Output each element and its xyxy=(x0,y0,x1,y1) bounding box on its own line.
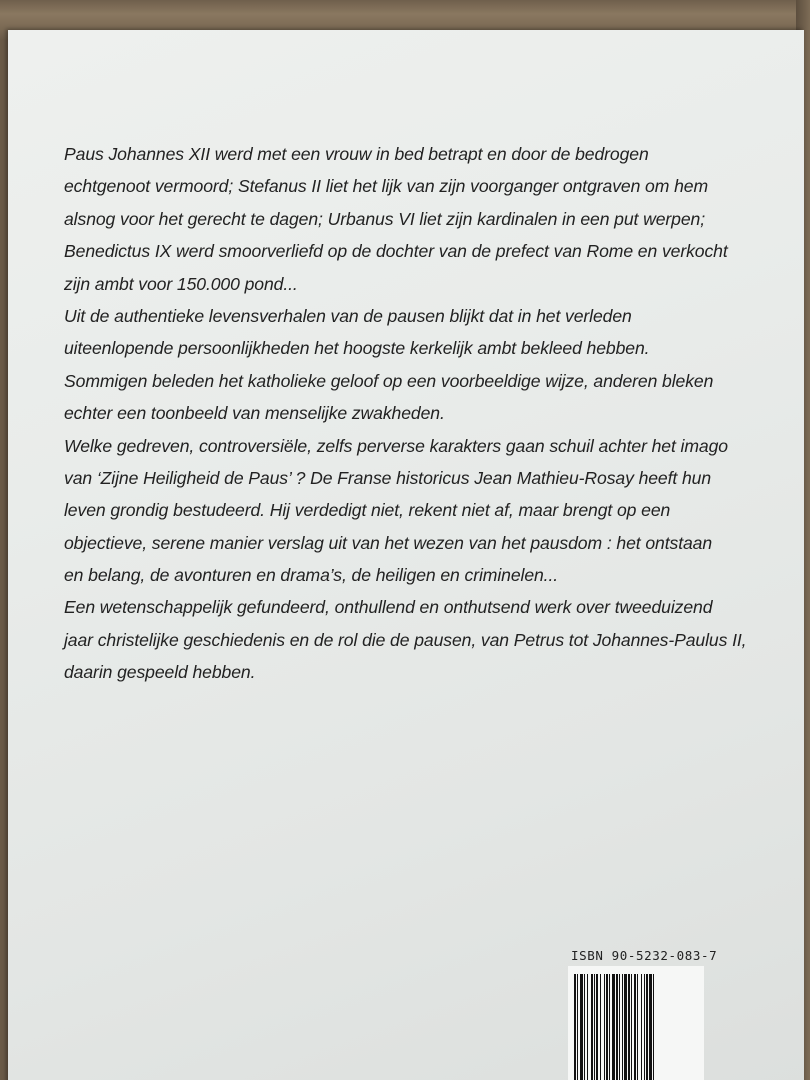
blurb-line: leven grondig bestudeerd. Hij verdedigt niet, rekent niet af, maar brengt op een xyxy=(64,500,671,521)
barcode-bar xyxy=(649,974,652,1080)
isbn-label: ISBN 90-5232-083-7 xyxy=(571,948,718,963)
barcode-bar xyxy=(634,974,636,1080)
barcode-bar xyxy=(596,974,598,1080)
barcode-bar xyxy=(641,974,642,1080)
blurb-line: Sommigen beleden het katholieke geloof op een voorbeeldige wijze, anderen bleken xyxy=(64,370,714,391)
blurb-line: echter een toonbeeld van menselijke zwakheden. xyxy=(64,403,445,424)
barcode-bar xyxy=(624,974,627,1080)
blurb-line: Paus Johannes XII werd met een vrouw in bed betrapt en door de bedrogen xyxy=(64,144,649,164)
blurb-line: uiteenlopende persoonlijkheden het hoogste kerkelijk ambt bekleed hebben. xyxy=(64,338,650,359)
blurb-line: van ‘Zijne Heiligheid de Paus’ ? De Franse historicus Jean Mathieu-Rosay heeft hun xyxy=(64,467,712,488)
book-back-cover xyxy=(8,30,804,1080)
blurb-line: alsnog voor het gerecht te dagen; Urbanus VI liet zijn kardinalen in een put werpen; xyxy=(64,208,706,229)
blurb-line: Uit de authentieke levensverhalen van de pausen blijkt dat in het verleden xyxy=(64,305,632,326)
barcode-panel xyxy=(568,966,704,1080)
blurb-line: echtgenoot vermoord; Stefanus II liet het lijk van zijn voorganger ontgraven om hem xyxy=(64,176,709,197)
barcode-bar xyxy=(609,974,610,1080)
barcode-bar xyxy=(637,974,638,1080)
barcode-icon xyxy=(574,974,698,1080)
barcode-bar xyxy=(644,974,645,1080)
barcode-bar xyxy=(580,974,583,1080)
barcode-bar xyxy=(604,974,605,1080)
blurb-line: objectieve, serene manier verslag uit van het wezen van het pausdom : het ontstaan xyxy=(64,532,713,553)
barcode-bar xyxy=(574,974,576,1080)
barcode-bar xyxy=(584,974,585,1080)
blurb-line: en belang, de avonturen en drama’s, de heiligen en criminelen... xyxy=(64,565,559,586)
barcode-bar xyxy=(606,974,608,1080)
blurb-line: Benedictus IX werd smoorverliefd op de dochter van de prefect van Rome en verkocht xyxy=(64,241,728,262)
barcode-bar xyxy=(653,974,654,1080)
barcode-bar xyxy=(587,974,588,1080)
blurb-line: zijn ambt voor 150.000 pond... xyxy=(64,273,298,294)
barcode-bar xyxy=(577,974,578,1080)
barcode-bar xyxy=(591,974,593,1080)
barcode-bar xyxy=(622,974,623,1080)
barcode-bar xyxy=(600,974,601,1080)
blurb-line: daarin gespeeld hebben. xyxy=(64,662,256,683)
blurb-line: Welke gedreven, controversiële, zelfs perverse karakters gaan schuil achter het imago xyxy=(64,435,728,456)
barcode-bar xyxy=(616,974,618,1080)
barcode-bar xyxy=(594,974,595,1080)
barcode-bar xyxy=(631,974,632,1080)
blurb-line: Een wetenschappelijk gefundeerd, onthullend en onthutsend werk over tweeduizend xyxy=(64,597,713,618)
barcode-bar xyxy=(628,974,630,1080)
blurb-line: jaar christelijke geschiedenis en de rol die de pausen, van Petrus tot Johannes-Paulus II, xyxy=(64,629,747,650)
barcode-bar xyxy=(646,974,648,1080)
barcode-bar xyxy=(612,974,615,1080)
back-cover-blurb xyxy=(64,138,784,689)
barcode-bar xyxy=(619,974,620,1080)
